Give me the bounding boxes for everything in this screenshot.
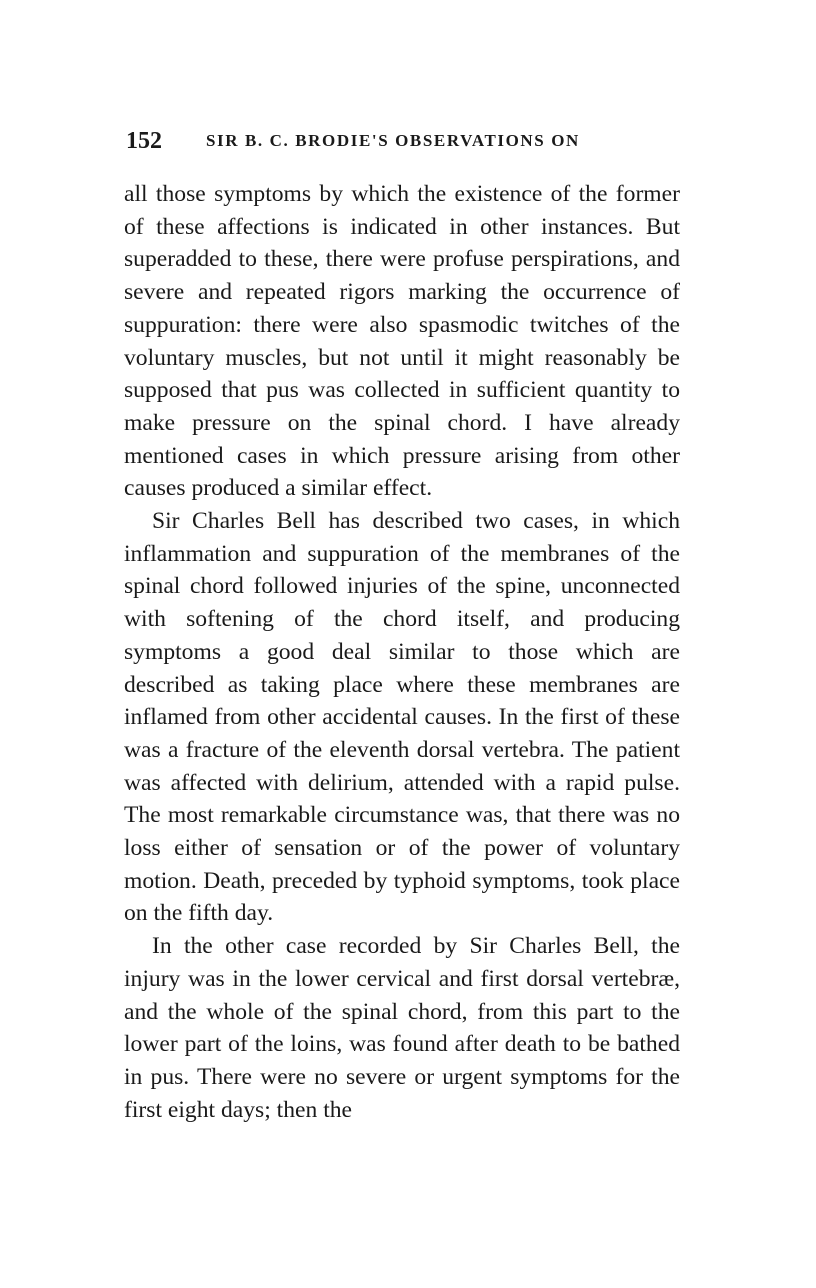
running-title: SIR B. C. BRODIE'S OBSERVATIONS ON xyxy=(206,131,580,150)
running-head xyxy=(126,128,686,158)
body-text xyxy=(124,178,680,1126)
paragraph-2: Sir Charles Bell has described two cases, in which inflammation and suppuration of the membranes of the spinal chord followed injuries of the spine, unconnected with softening of the chord itself, and producing symptoms a good deal similar to those which are described as taking place where these membranes are inflamed from other accidental causes. In the first of these was a fracture of the eleventh dorsal vertebra. The patient was affected with delirium, attended with a rapid pulse. The most remarkable circumstance was, that there was no loss either of sensation or of the power of voluntary motion. Death, preceded by typhoid symptoms, took place on the fifth day. xyxy=(124,508,680,927)
paragraph-1: all those symptoms by which the existence of the former of these affections is indicated in other instances. But superadded to these, there were profuse perspirations, and severe and repeated rigors marking the occurrence of suppuration: there were also spasmodic twitches of the voluntary muscles, but not until it might reasonably be supposed that pus was collected in sufficient quantity to make pressure on the spinal chord. I have already mentioned cases in which pressure arising from other causes produced a similar effect. xyxy=(124,181,680,502)
page-number: 152 xyxy=(126,128,162,154)
paragraph-3: In the other case recorded by Sir Charles Bell, the injury was in the lower cervical and first dorsal vertebræ, and the whole of the spinal chord, from this part to the lower part of the loins, was found after death to be bathed in pus. There were no severe or urgent symptoms for the first eight days; then the xyxy=(124,933,680,1123)
